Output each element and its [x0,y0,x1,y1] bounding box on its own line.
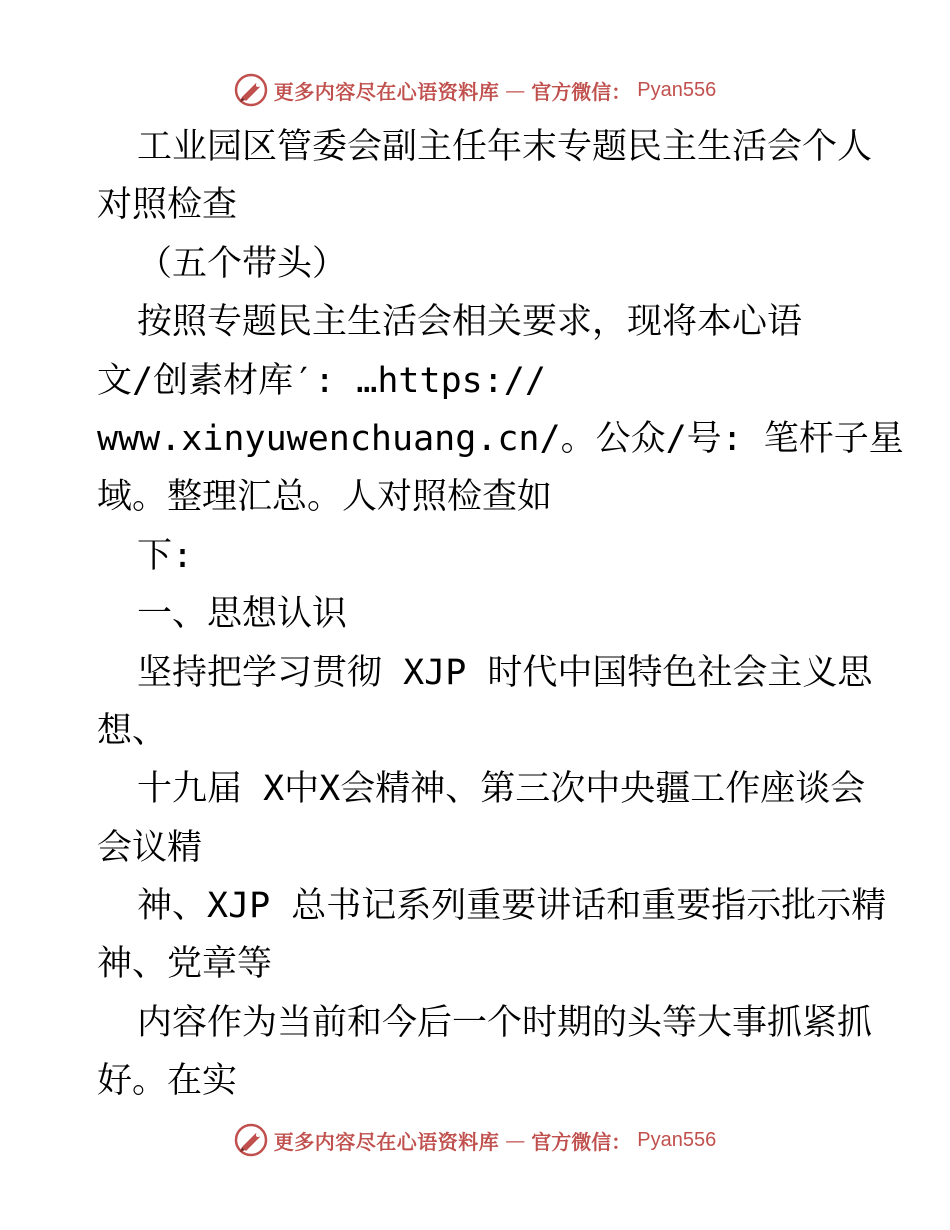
doc-line: 内容作为当前和今后一个时期的头等大事抓紧抓 [137,1002,873,1043]
banner-wechat-id: Pyan556 [637,78,717,101]
banner-text: 更多内容尽在心语资料库 [273,1129,500,1154]
banner-separator: — [505,1128,526,1152]
doc-line-title-cont: 对照检查 [97,185,238,226]
banner-wechat-label: 官方微信： [531,79,632,104]
doc-section-heading: 一、思想认识 [137,594,348,635]
doc-line: 按照专题民主生活会相关要求，现将本心语 [137,302,803,343]
doc-line: 好。在实 [97,1061,238,1102]
doc-line: www.xinyuwenchuang.cn/。公众/号: 笔杆子星 [97,418,904,459]
banner-separator: — [505,78,526,102]
doc-line: 文/创素材库′: …https:// [97,360,546,401]
doc-line: 域。整理汇总。人对照检查如 [97,477,553,518]
footer-watermark-banner [0,1120,950,1160]
banner-text: 更多内容尽在心语资料库 [273,79,500,104]
doc-line: 十九届 X中X会精神、第三次中央疆工作座谈会 [137,769,866,810]
document-body [97,118,904,1111]
banner-wechat-label: 官方微信： [531,1129,632,1154]
doc-line: 神、党章等 [97,944,273,985]
doc-line-title: 工业园区管委会副主任年末专题民主生活会个人 [137,127,873,167]
doc-line: 想、 [97,710,168,751]
doc-line-subtitle: （五个带头） [137,243,348,284]
doc-line: 会议精 [97,827,203,868]
banner-wechat-id: Pyan556 [637,1128,717,1151]
doc-line: 坚持把学习贯彻 XJP 时代中国特色社会主义思 [137,652,873,693]
pen-logo-icon [234,73,268,107]
header-watermark-banner [0,70,950,110]
doc-line: 下: [137,535,194,576]
doc-line: 神、XJP 总书记系列重要讲话和重要指示批示精 [137,886,887,927]
pen-logo-icon [234,1123,268,1157]
